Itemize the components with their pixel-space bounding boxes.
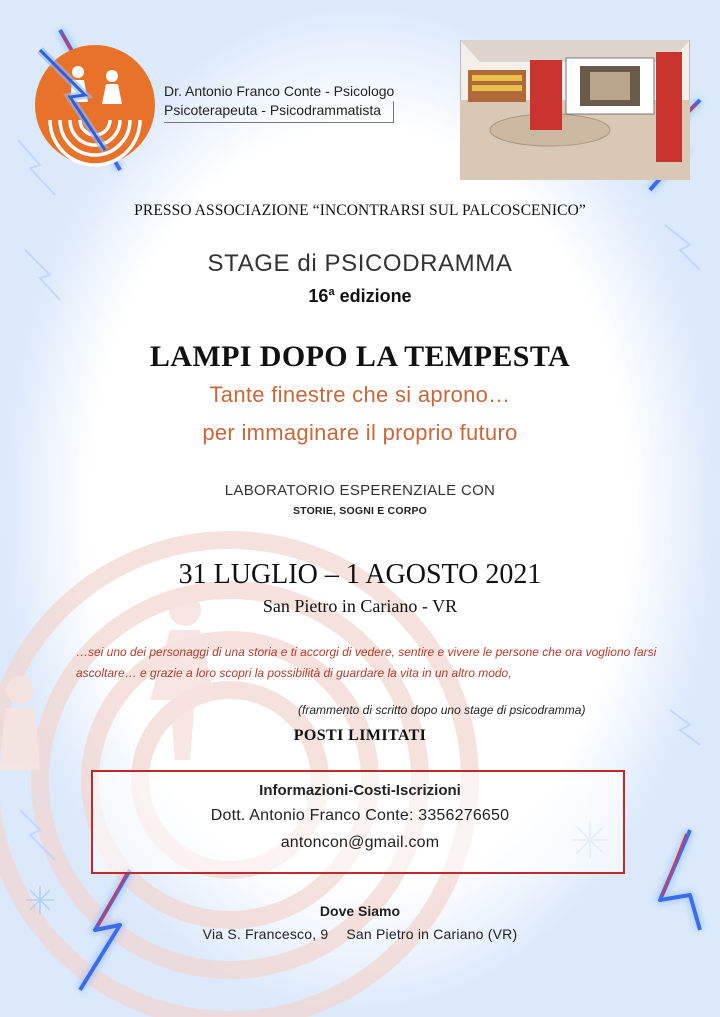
edition-suffix: a: [328, 286, 335, 298]
laboratory-label: LABORATORIO ESPERENZIALE CON: [224, 482, 496, 499]
info-title: Informazioni-Costi-Iscrizioni: [259, 782, 461, 799]
main-title: LAMPI DOPO LA TEMPESTA: [149, 340, 571, 373]
doctor-credentials: [164, 82, 394, 123]
doctor-name: Dr. Antonio Franco Conte - Psicologo: [164, 83, 395, 99]
doctor-qualifications: Psicoterapeuta - Psicodrammatista: [164, 101, 394, 123]
where-title: Dove Siamo: [319, 903, 401, 919]
where-city: San Pietro in Cariano (VR): [346, 926, 518, 942]
subtitle-line-1: Tante finestre che si aprono…: [209, 382, 511, 407]
stage-title: STAGE di PSICODRAMMA: [207, 250, 513, 277]
laboratory-subtitle: STORIE, SOGNI E CORPO: [292, 505, 428, 517]
info-email[interactable]: antoncon@gmail.com: [280, 834, 440, 851]
association-line: PRESSO ASSOCIAZIONE “INCONTRARSI SUL PALCOSCENICO”: [134, 202, 586, 219]
edition-label: [0, 286, 720, 307]
where-address: [0, 926, 720, 942]
info-contact: Dott. Antonio Franco Conte: 3356276650: [210, 807, 510, 824]
edition-number: 16: [308, 286, 329, 306]
edition-text: edizione: [334, 286, 412, 306]
event-dates: 31 LUGLIO – 1 AGOSTO 2021: [178, 559, 542, 590]
spiral-logo-icon: [30, 40, 160, 170]
event-place: San Pietro in Cariano - VR: [262, 596, 458, 616]
quote-text: …sei uno dei personaggi di una storia e ti accorgi di vedere, sentire e vivere le persone che ora vogliono farsi ascoltare… e grazie a loro scopri la possibilità di guardare la vita in un altro modo,: [76, 645, 657, 680]
quote-source: (frammento di scritto dopo uno stage di psicodramma): [298, 703, 586, 717]
subtitle-line-2: per immaginare il proprio futuro: [202, 420, 518, 445]
stage-illustration: [460, 40, 690, 180]
where-street: Via S. Francesco, 9: [202, 926, 329, 942]
limited-seats: POSTI LIMITATI: [293, 727, 427, 744]
